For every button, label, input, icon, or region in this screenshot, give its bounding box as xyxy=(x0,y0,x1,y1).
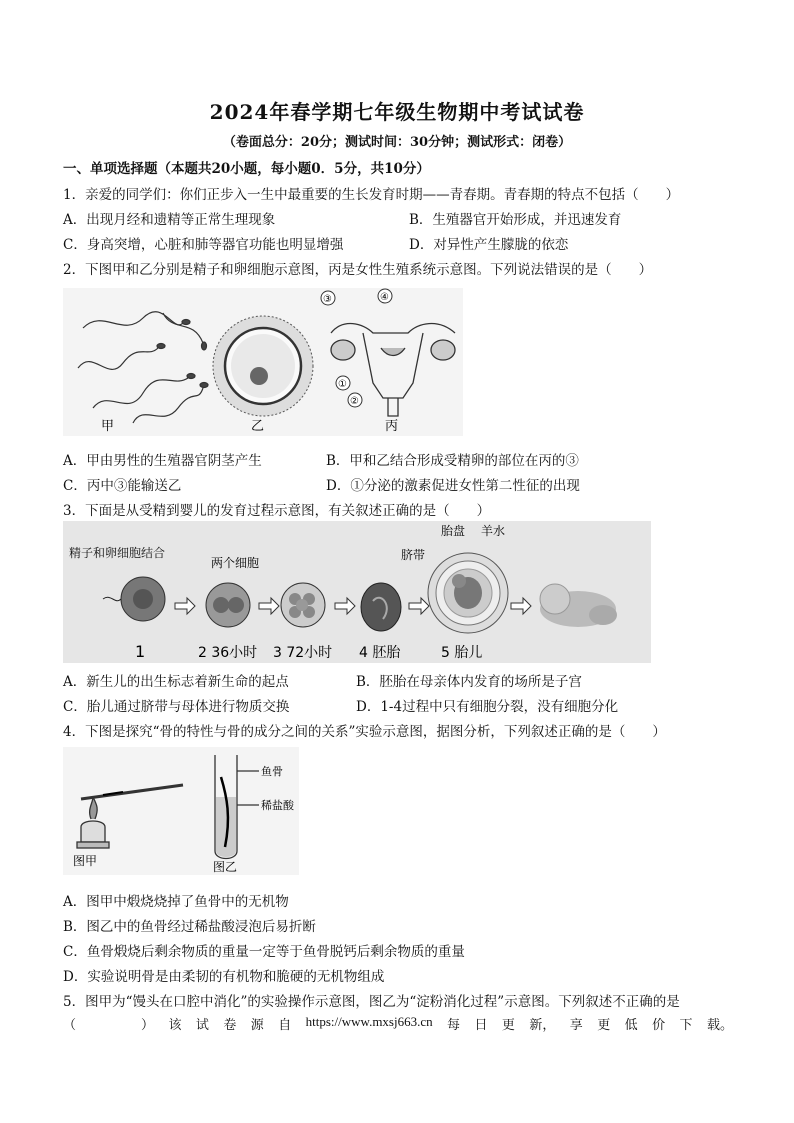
q4-stem: 4．下图是探究“骨的特性与骨的成分之间的关系”实验示意图，据图分析，下列叙述正确的是（ ） xyxy=(63,724,666,740)
q5-stem: 5．图甲为“馒头在口腔中消化”的实验操作示意图，图乙为“淀粉消化过程”示意图。下列叙述不正确的是 xyxy=(63,994,680,1010)
footer-char: 载。 xyxy=(706,1018,733,1033)
fig-label-acid: 稀盐酸 xyxy=(261,799,294,812)
stage-4-illustration xyxy=(361,583,401,631)
q1-stem: 1．亲爱的同学们：你们正步入一生中最重要的生长发育时期——青春期。青春期的特点不包括（ ） xyxy=(63,187,680,203)
egg-cell-illustration xyxy=(213,316,313,416)
q2-option-a: A．甲由男性的生殖器官阴茎产生 xyxy=(63,453,262,469)
q3-option-d: D．1-4过程中只有细胞分裂，没有细胞分化 xyxy=(356,699,619,715)
fig-label-3: ③ xyxy=(323,294,332,305)
footer-char: 每 xyxy=(447,1018,461,1033)
footer-char: 自 xyxy=(278,1018,292,1033)
fig-label-fig-a: 图甲 xyxy=(73,854,98,868)
footer-char: 源 xyxy=(250,1018,264,1033)
test-tube-illustration xyxy=(215,755,259,859)
fig-label-jia: 甲 xyxy=(101,419,115,434)
footer-line xyxy=(63,1014,733,1033)
stage-label-1: 1 xyxy=(135,642,146,661)
stage-label-4: 4 胚胎 xyxy=(359,645,401,661)
fig-label-fig-b: 图乙 xyxy=(213,860,238,874)
footer-char: 享 xyxy=(569,1018,583,1033)
stage-5-illustration xyxy=(428,553,508,633)
q2-option-d: D．①分泌的激素促进女性第二性征的出现 xyxy=(326,478,580,494)
fig-label-cord: 脐带 xyxy=(401,548,426,562)
section-heading: 一、单项选择题（本题共20小题，每小题0．5分，共10分） xyxy=(63,161,430,177)
q3-option-c: C．胎儿通过脐带与母体进行物质交换 xyxy=(63,699,290,715)
fig-label-amniotic: 羊水 xyxy=(481,524,506,538)
q4-option-a: A．图甲中煅烧烧掉了鱼骨中的无机物 xyxy=(63,894,289,910)
footer-char: 低 xyxy=(624,1018,638,1033)
q3-option-b: B．胚胎在母亲体内发育的场所是子宫 xyxy=(356,674,582,690)
fig-label-placenta: 胎盘 xyxy=(441,524,466,538)
fig-label-2: ② xyxy=(350,396,359,407)
page-subtitle: （卷面总分：20分；测试时间：30分钟；测试形式：闭卷） xyxy=(222,135,572,150)
q1-option-a: A．出现月经和遗精等正常生理现象 xyxy=(63,212,276,228)
fig-label-yi: 乙 xyxy=(251,419,265,434)
fig-label-two-cells: 两个细胞 xyxy=(211,556,260,570)
q4-option-d: D．实验说明骨是由柔韧的有机物和脆硬的无机物组成 xyxy=(63,969,385,985)
stage-1-illustration xyxy=(103,577,165,621)
stage-2-illustration xyxy=(206,583,250,627)
q4-option-b: B．图乙中的鱼骨经过稀盐酸浸泡后易折断 xyxy=(63,919,316,935)
footer-char: 新， xyxy=(529,1018,556,1033)
q3-figure xyxy=(63,521,651,663)
footer-url-link[interactable]: https://www.mxsj663.cn xyxy=(305,1014,433,1029)
footer-char: 试 xyxy=(195,1018,209,1033)
sperm-illustration xyxy=(78,312,208,423)
q2-figure xyxy=(63,288,463,436)
q4-figure xyxy=(63,747,299,875)
q1-option-b: B．生殖器官开始形成，并迅速发育 xyxy=(409,212,622,228)
q1-option-d: D．对异性产生朦胧的依恋 xyxy=(409,237,569,253)
stage-label-3: 3 72小时 xyxy=(273,645,333,661)
footer-char: 下 xyxy=(679,1018,693,1033)
q2-stem: 2．下图甲和乙分别是精子和卵细胞示意图，丙是女性生殖系统示意图。下列说法错误的是（ ） xyxy=(63,262,653,278)
fig-label-1: ① xyxy=(338,379,347,390)
q2-option-b: B．甲和乙结合形成受精卵的部位在丙的③ xyxy=(326,453,579,469)
q2-option-c: C．丙中③能输送乙 xyxy=(63,478,182,494)
page-title: 2024年春学期七年级生物期中考试试卷 xyxy=(209,100,585,124)
footer-char: 日 xyxy=(474,1018,488,1033)
stage-label-5: 5 胎儿 xyxy=(441,645,483,661)
stage-3-illustration xyxy=(281,583,325,627)
stage-label-2: 2 36小时 xyxy=(198,645,258,661)
baby-illustration xyxy=(540,584,617,627)
fig-label-bing: 丙 xyxy=(385,419,399,434)
footer-char: 卷 xyxy=(223,1018,237,1033)
fig-label-fusion: 精子和卵细胞结合 xyxy=(69,546,166,560)
fig-label-4: ④ xyxy=(380,292,389,303)
fig-label-bone: 鱼骨 xyxy=(261,765,283,778)
q3-stem: 3．下面是从受精到婴儿的发育过程示意图，有关叙述正确的是（ ） xyxy=(63,503,491,519)
q3-option-a: A．新生儿的出生标志着新生命的起点 xyxy=(63,674,289,690)
footer-paren: （ ） xyxy=(63,1018,155,1033)
footer-char: 更 xyxy=(597,1018,611,1033)
q1-option-c: C．身高突增，心脏和肺等器官功能也明显增强 xyxy=(63,237,344,253)
footer-char: 更 xyxy=(501,1018,515,1033)
footer-char: 该 xyxy=(168,1018,182,1033)
q4-option-c: C．鱼骨煅烧后剩余物质的重量一定等于鱼骨脱钙后剩余物质的重量 xyxy=(63,944,465,960)
burning-setup-illustration xyxy=(77,785,183,848)
footer-char: 价 xyxy=(652,1018,666,1033)
